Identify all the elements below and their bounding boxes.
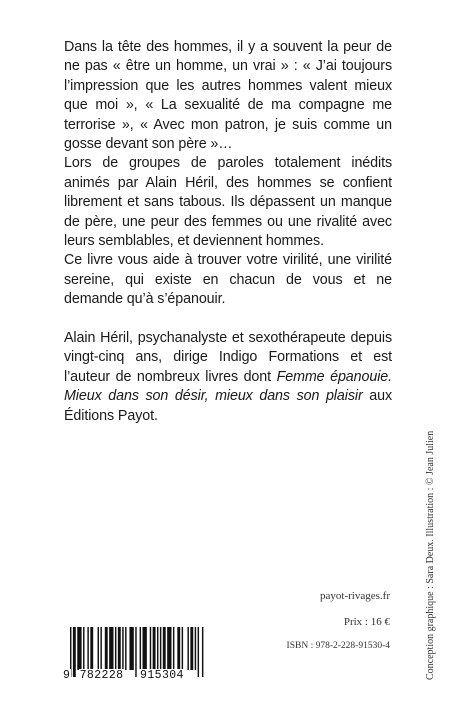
- author-bio-text: Alain Héril, psychanalyste et sexothérapeute depuis vingt-cinq ans, dirige Indigo Formations et est l’auteur de nombreux livres dont: [64, 330, 392, 385]
- publisher-info: [287, 590, 390, 651]
- barcode-bar: [177, 627, 180, 670]
- back-cover-blurb: [64, 38, 392, 426]
- price-label: Prix : 16 €: [343, 616, 390, 628]
- barcode-bar: [153, 627, 156, 670]
- publisher-website: payot-rivages.fr: [320, 590, 390, 602]
- barcode-first-digit: 9: [63, 669, 71, 682]
- barcode-bar: [83, 627, 84, 670]
- barcode-bar: [118, 627, 121, 670]
- barcode-bar: [182, 627, 183, 670]
- barcode-bar: [167, 627, 171, 670]
- barcode-bar: [143, 627, 147, 670]
- author-book-title: Femme épanouie. Mieux dans son désir, mieux dans son plaisir: [64, 368, 393, 405]
- barcode-bar: [122, 627, 123, 670]
- barcode-bar: [98, 627, 99, 670]
- author-bio: [64, 329, 392, 426]
- blurb-paragraph-purpose: Ce livre vous aide à trouver votre virilité, une virilité sereine, qui existe en chacun de vous et ne demande qu’à s’épanouir.: [64, 252, 392, 308]
- barcode-bar: [109, 627, 113, 670]
- barcode-digits: [62, 669, 212, 682]
- barcode-bar: [187, 627, 188, 670]
- barcode-bar: [195, 627, 196, 670]
- barcode-bar: [100, 627, 101, 670]
- barcode-bar: [173, 627, 174, 670]
- barcode-bar: [157, 627, 158, 670]
- barcode-bar: [115, 627, 116, 670]
- barcode-bar: [190, 627, 193, 670]
- barcode-bar: [105, 627, 108, 670]
- barcode-bar: [160, 627, 161, 670]
- barcode-bar: [87, 627, 88, 670]
- barcode-right-group: 915304: [140, 669, 184, 682]
- barcode-bar: [150, 627, 151, 670]
- design-credits: Conception graphique : Sara Deux. Illustration : © Jean Julien: [425, 430, 436, 680]
- barcode-bar: [90, 627, 93, 670]
- barcode-bar: [125, 627, 126, 670]
- blurb-paragraph-intro: Dans la tête des hommes, il y a souvent la peur de ne pas « être un homme, un vrai » : « J’ai toujours l’impression que les autres hommes valent mieux que moi », « La sexualité de ma compagne me terrorise », « Avec mon patron, je suis comme un gosse devant son père »…: [64, 39, 392, 153]
- barcode-left-group: 782228: [79, 669, 124, 682]
- barcode-bar: [129, 627, 133, 670]
- barcode-bar: [77, 627, 81, 670]
- isbn-label: ISBN : 978-2-228-91530-4: [286, 641, 390, 651]
- isbn-barcode: [62, 627, 212, 683]
- blurb-paragraph-groups: Lors de groupes de paroles totalement inédits animés par Alain Héril, des hommes se confient librement et sans tabous. Ils dépassent un manque de père, une peur des femmes ou une rivalité avec leurs semblables, et deviennent hommes.: [64, 155, 392, 250]
- barcode-bar: [163, 627, 166, 670]
- author-bio-publisher: aux Éditions Payot.: [64, 388, 392, 424]
